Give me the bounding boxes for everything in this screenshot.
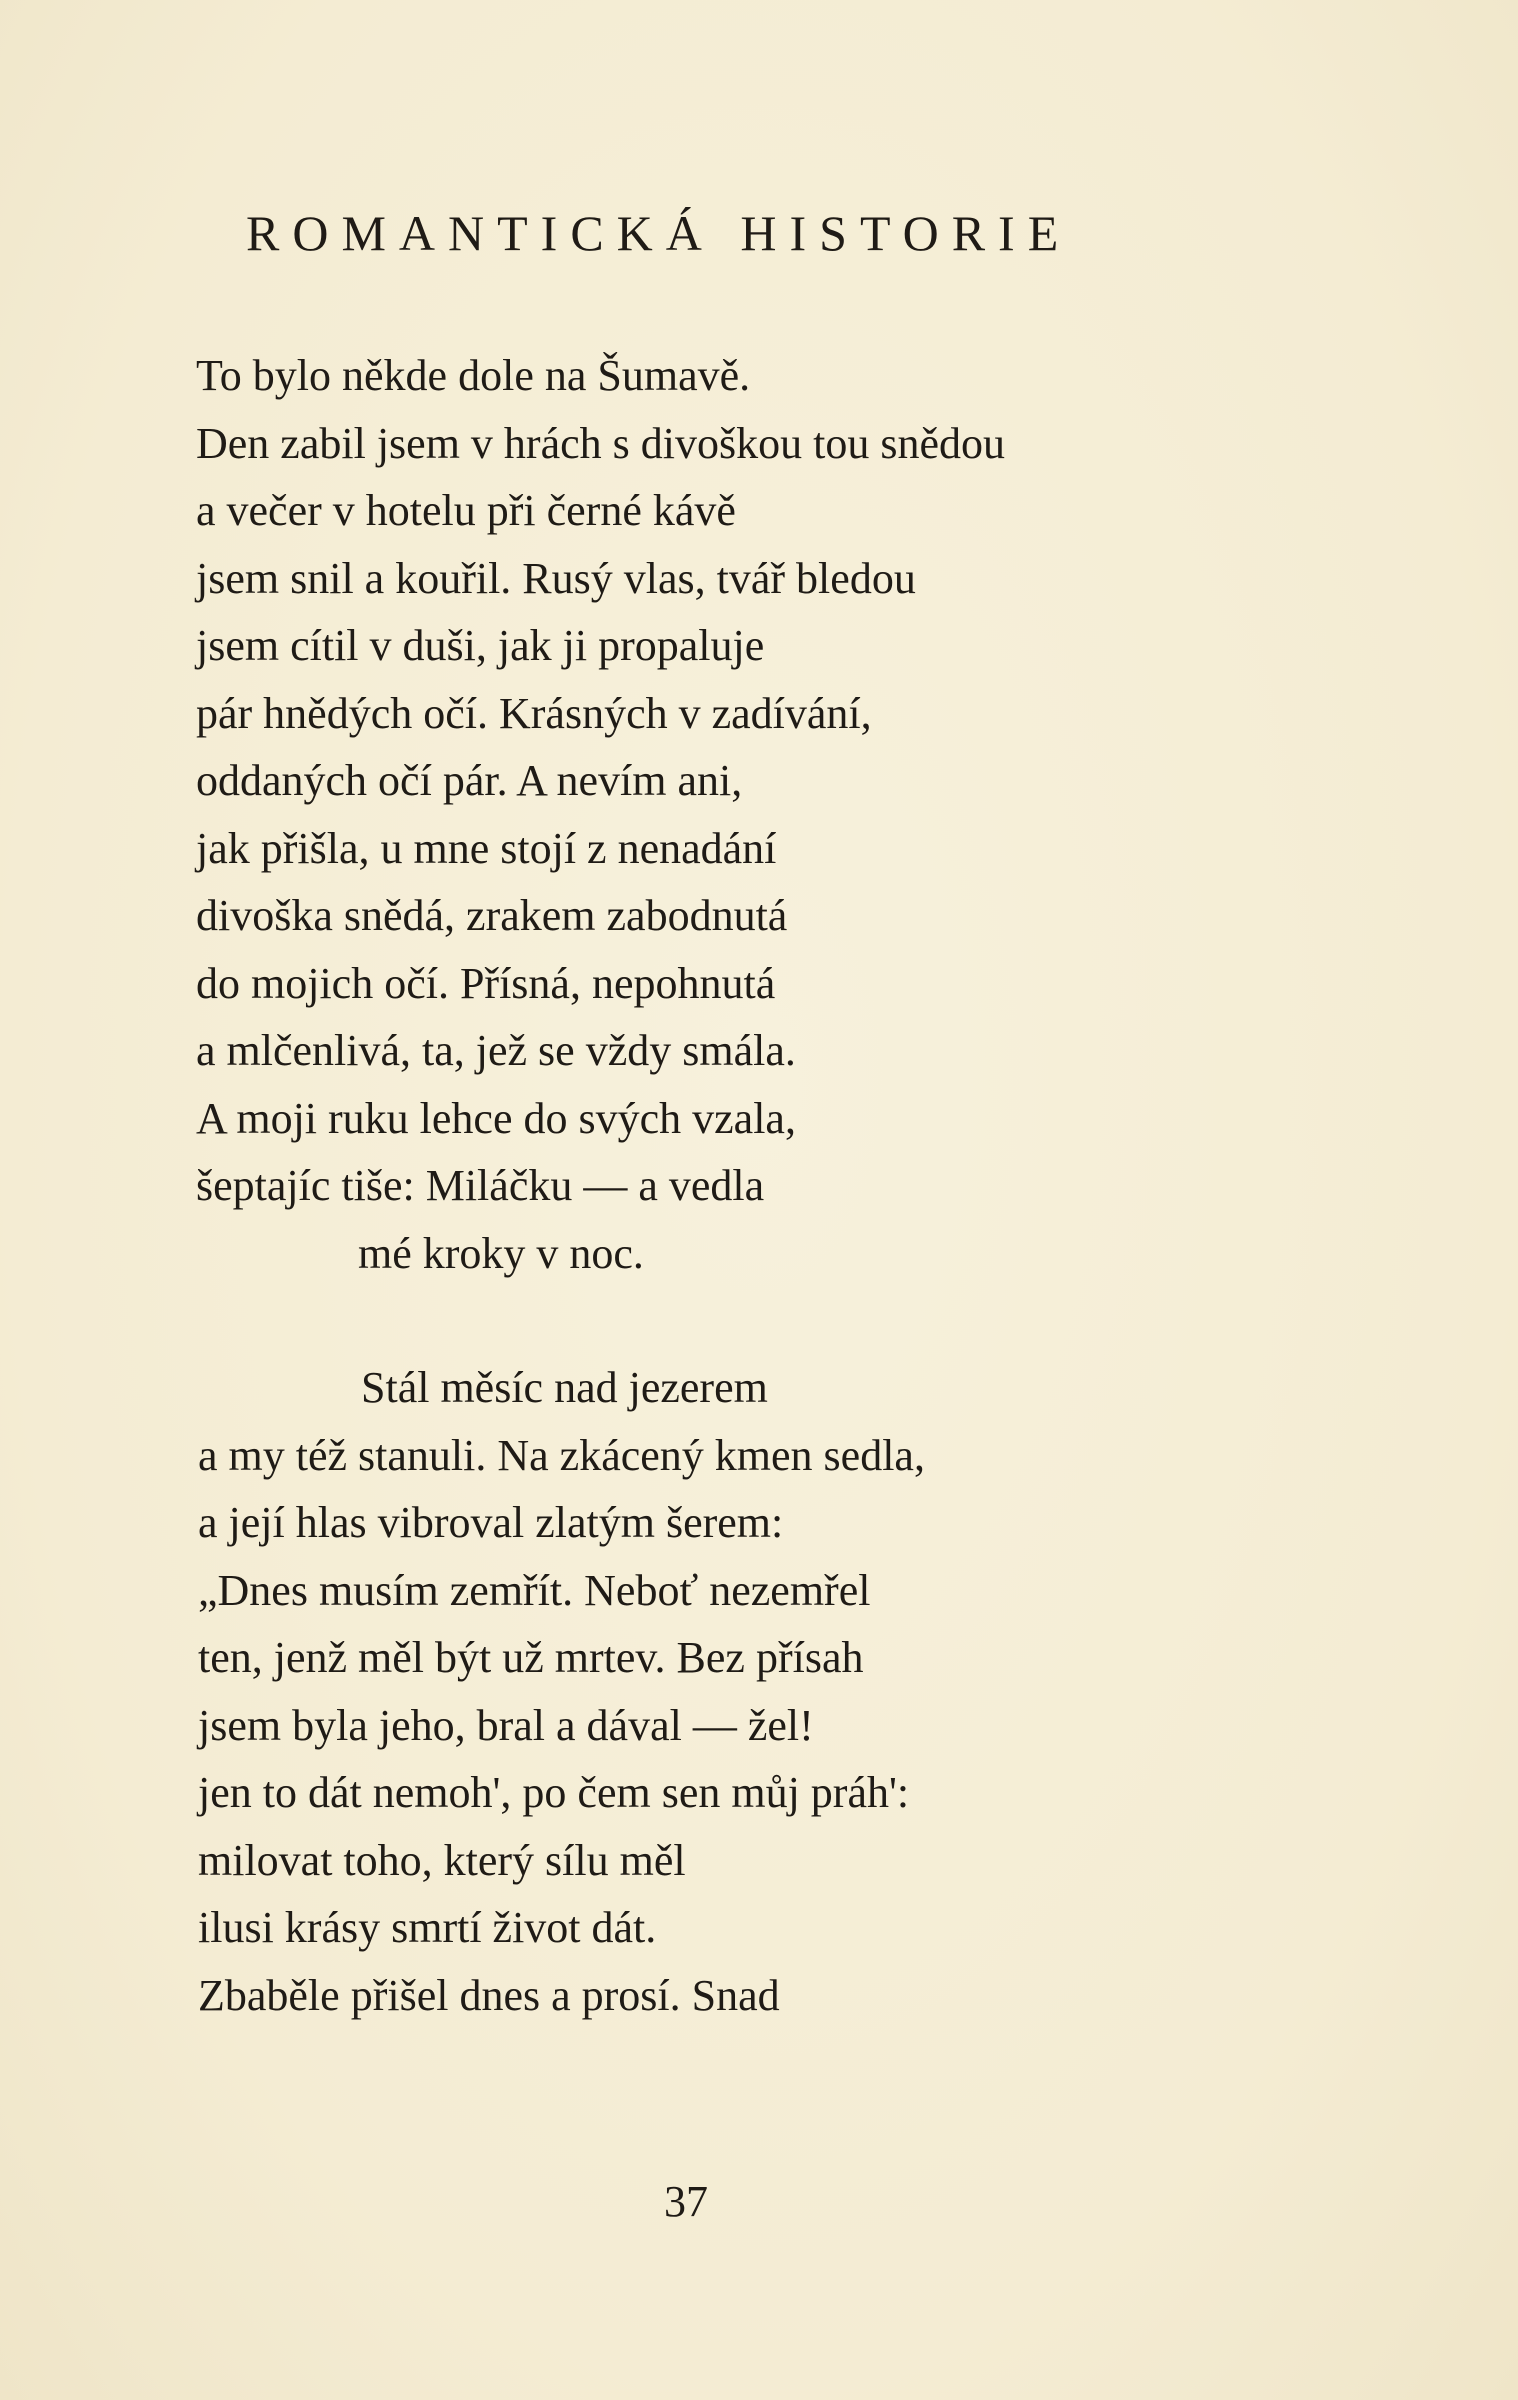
verse-line: do mojich očí. Přísná, nepohnutá xyxy=(196,958,776,1008)
verse-line: šeptajíc tiše: Miláčku — a vedla xyxy=(196,1161,765,1210)
stanza-2 xyxy=(198,1354,925,2029)
verse-line: Den zabil jsem v hrách s divoškou tou snědou xyxy=(196,418,1005,468)
verse-line: pár hnědých očí. Krásných v zadívání, xyxy=(196,688,872,738)
verse-line: Zbaběle přišel dnes a prosí. Snad xyxy=(198,1970,780,2020)
verse-line-indented: mé kroky v noc. xyxy=(358,1228,644,1278)
verse-line: oddaných očí pár. A nevím ani, xyxy=(196,756,743,805)
verse-line: A moji ruku lehce do svých vzala, xyxy=(196,1093,796,1143)
verse-line: a večer v hotelu při černé kávě xyxy=(196,486,736,535)
verse-line: ilusi krásy smrtí život dát. xyxy=(198,1903,657,1952)
verse-line: jen to dát nemoh', po čem sen můj práh': xyxy=(198,1768,910,1817)
verse-line: a my též stanuli. Na zkácený kmen sedla, xyxy=(198,1430,925,1480)
page-number: 37 xyxy=(664,2177,708,2226)
verse-line: „Dnes musím zemřít. Neboť nezemřel xyxy=(198,1565,871,1615)
verse-line: jsem snil a kouřil. Rusý vlas, tvář bledou xyxy=(196,553,916,603)
verse-line: ten, jenž měl být už mrtev. Bez přísah xyxy=(198,1633,864,1682)
stanza-1 xyxy=(196,342,1005,1287)
poem-title: ROMANTICKÁ HISTORIE xyxy=(246,205,1072,261)
verse-line: jak přišla, u mne stojí z nenadání xyxy=(196,823,777,873)
verse-line: To bylo někde dole na Šumavě. xyxy=(196,351,751,400)
verse-line: divoška snědá, zrakem zabodnutá xyxy=(196,891,788,940)
verse-line-indented: Stál měsíc nad jezerem xyxy=(361,1363,768,1412)
verse-line: a mlčenlivá, ta, jež se vždy smála. xyxy=(196,1026,796,1075)
verse-line: jsem cítil v duši, jak ji propaluje xyxy=(196,621,765,670)
verse-line: a její hlas vibroval zlatým šerem: xyxy=(198,1498,784,1547)
verse-line: milovat toho, který sílu měl xyxy=(198,1835,686,1885)
verse-line: jsem byla jeho, bral a dával — žel! xyxy=(198,1700,814,1750)
